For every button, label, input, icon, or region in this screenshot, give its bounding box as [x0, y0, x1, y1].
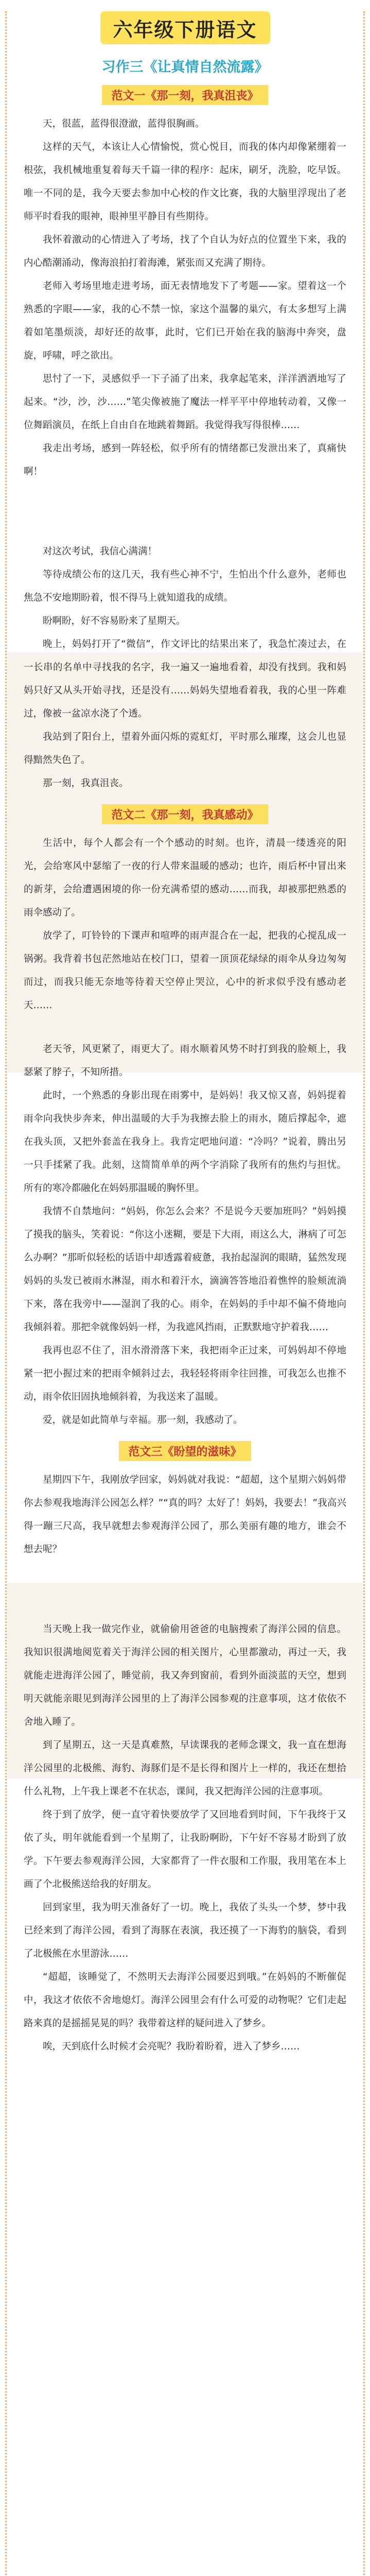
paragraph: 唉，天到底什么时候才会亮呢？我盼着盼着，进入了梦乡…… [43, 2041, 300, 2052]
essay-1-title: 范文一《那一刻，我真沮丧》 [102, 85, 268, 105]
paragraph: 我站到了阳台上，望着外面闪烁的霓虹灯，平时那么璀璨，这会儿也显得黯然失色了。 [24, 732, 346, 766]
paragraph: 那一刻，我真沮丧。 [43, 778, 129, 789]
paragraph: 爱，就是如此简单与幸福。那一刻，我感动了。 [43, 1415, 243, 1426]
paragraph: 天，很蓝，蓝得很澄澈，蓝得很胸画。 [43, 118, 205, 129]
paragraph: 到了星期五，这一天是真难熬，早读课我的老师念课文，我一直在想海洋公园里的北极熊、海豹、海豚们是不是长得和图片上一样的，我还在想拾什么礼物，上午我上课老不在状态，课间，我又把海洋公园的注意事项。 [24, 1740, 346, 1797]
paragraph: 我情不自禁地问：“妈妈，你怎么会来？不是说今天要加班吗？”妈妈摸了摸我的脑头，笑着说：“你这小迷糊，要是下大雨，雨这么大，淋病了可怎么办啊？”那昕似轻松的话语中却透露着疲惫，我抬起湿润的眼睛，猛然发现妈妈的头发已被雨水淋湿，雨水和着汗水，滴滴答答地沿着憔悴的脸颊流淌下来，落在我旁中——湿润了我的心。雨伞，在妈妈的手中却不偏不倚地向我倾斜着。那把伞就像妈妈一样，为我遮风挡雨，正默默地守护着我…… [24, 1206, 346, 1333]
paragraph: 我怀着激动的心情进入了考场，找了个自认为好点的位置坐下来，我的内心酷潮涌动，像海浪拍打着海滩，紧张而又充满了期待。 [24, 234, 346, 268]
paragraph: 对这次考试，我信心满满！ [43, 546, 157, 557]
paragraph: 老天爷，风更紧了，雨更大了。雨水顺着风势不时打到我的脸颊上，我瑟紧了脖子，不知所措。 [24, 1044, 346, 1078]
paragraph: 此时，一个熟悉的身影出现在雨雾中，是妈妈！我又惊又喜，妈妈提着雨伞向我快步奔来，伸出温暖的大手为我擦去脸上的雨水，随后撑起伞，遮在我头顶，又把外套盖在我身上。我肯定吧地问道：“冷吗？”说着，腾出另一只手揉紧了我。此刻，这简简单单的两个字消除了我所有的焦灼与担忧。所有的寒冷都融化在妈妈那温暖的胸怀里。 [24, 1090, 346, 1194]
page-subtitle: 习作三《让真情自然流露》 [101, 59, 269, 75]
paragraph: 我再也忍不住了，泪水滑滑落下来，我把雨伞正过来，可妈妈却不停地紧一把小握过来的把雨伞倾斜过去，我轻轻将雨伞往回推，可我怎么也推不动，雨伞依旧固执地倾斜着，为我送来了温暖。 [24, 1345, 346, 1402]
paragraph: 星期四下午，我刚放学回家，妈妈就对我说：“超超，这个星期六妈妈带你去参观我地海洋公园怎么样？”“真的吗？太好了！妈妈，我要去！”我高兴得一蹦三尺高，我早就想去参观海洋公园了，那么美丽有趣的地方，谁会不想去呢？ [24, 1475, 346, 1555]
essay-3-title: 范文三《盼望的滋味》 [119, 1441, 251, 1461]
document-page [0, 11, 370, 2576]
paragraph: 思忖了一下，灵感似乎一下子涌了出来，我拿起笔来，洋洋洒洒地写了起来。“沙，沙，沙……”笔尖像被施了魔法一样平平中停地转动着，又像一位舞蹈演员，在纸上自由自在地跳着舞蹈。我觉得我写得很棒…… [24, 374, 346, 431]
paragraph: “超超，该睡觉了，不然明天去海洋公园要迟到哦。”在妈妈的不断催促中，我这才依依不舍地熄灯。海洋公园里会有什么可爱的动物呢？它们走起路来真的是摇摇晃晃的吗？我带着这样的疑问进入了梦乡。 [24, 1972, 346, 2029]
paragraph: 终于到了放学，便一直守着快要放学了又回地看到时间，下午我终于又依了头，明年就能看到一个星期了，让我盼啊盼，下午好不容易才盼到了放学。下午要去参观海洋公园，大家都背了一件衣服和工作服，我用笔在本上画了个北极熊送给我的好朋友。 [24, 1809, 346, 1890]
paragraph: 放学了，叮铃铃的下课声和喧哗的雨声混合在一起，把我的心搅乱成一锅粥。我背着书包茫然地站在校门口，望着一顶顶花绿绿的雨伞从身边匆匆而过，而我只能无奈地等待着天空停止哭泣，心中的祈求似乎没有感动老天…… [24, 930, 346, 1011]
paragraph: 晚上，妈妈打开了“微信”，作文评比的结果出来了，我急忙凑过去，在一长串的名单中寻找我的名字，我一遍又一遍地看着，却没有找到。我和妈妈只好又从头开始寻找，还是没有……妈妈失望地看着我，我的心里一阵难过，像被一盆凉水浇了个透。 [24, 639, 346, 719]
paragraph: 生活中，每个人都会有一个个感动的时刻。也许，清晨一缕透亮的阳光，会给寒风中瑟缩了一夜的行人带来温暖的感动；也许，雨后杯中冒出来的新芽，会给遭遇困境的你一份充满希望的感动……而我，却被那把熟悉的雨伞感动了。 [24, 838, 346, 918]
paragraph: 老师入考场里地走进考场，面无表情地发下了考题——家。望着这一个熟悉的字眼——家，我的心不禁一惊，家这个温馨的巢穴，有太多想写上满着如笔墨烦淡，却好还的故事，此时，它们已开始在我的脑海中奔突，盘旋，呼啸，呼之欲出。 [24, 281, 346, 361]
paragraph: 盼啊盼，好不容易盼来了星期天。 [43, 616, 186, 626]
essay-2-title: 范文二《那一刻，我真感动》 [102, 804, 268, 824]
page-title: 六年级下册语文 [100, 11, 270, 44]
paragraph: 当天晚上我一做完作业，就偷偷用爸爸的电脑搜索了海洋公园的信息。我知识很满地阅览着关于海洋公园的相关图片，心里都激动，再过一天，我就能走进海洋公园了，睡觉前，我又奔到窗前，看到外面淡蓝的天空，想到明天就能亲眼见到海洋公园里的上了海洋公园参观的注意事项，这才依依不舍地入睡了。 [24, 1624, 346, 1727]
paragraph: 这样的天气，本该让人心情愉悦，赏心悦目，而我的体内却像紧绷着一根弦，我机械地重复着每天千篇一律的程序：起床，刷牙，洗脸，吃早饭。唯一不同的是，我今天要去参加中心校的作文比赛，我的大脑里浮现出了老师平时看我的眼神，眼神里平静目有些期待。 [24, 142, 346, 222]
paragraph: 等待成绩公布的这几天，我有些心神不宁，生怕出个什么意外，老师也焦急不安地期盼着，恨不得马上就知道我的成绩。 [24, 569, 346, 603]
paragraph: 回到家里，我为明天准备好了一切。晚上，我依了头头一个梦，梦中我已经来到了海洋公园，看到了海豚在表演，我还摸了一下海豹的脑袋，看到了北极熊在水里游泳…… [24, 1902, 346, 1959]
paragraph: 我走出考场，感到一阵轻松，似乎所有的情绪都已发泄出来了，真痛快啊！ [24, 443, 346, 477]
